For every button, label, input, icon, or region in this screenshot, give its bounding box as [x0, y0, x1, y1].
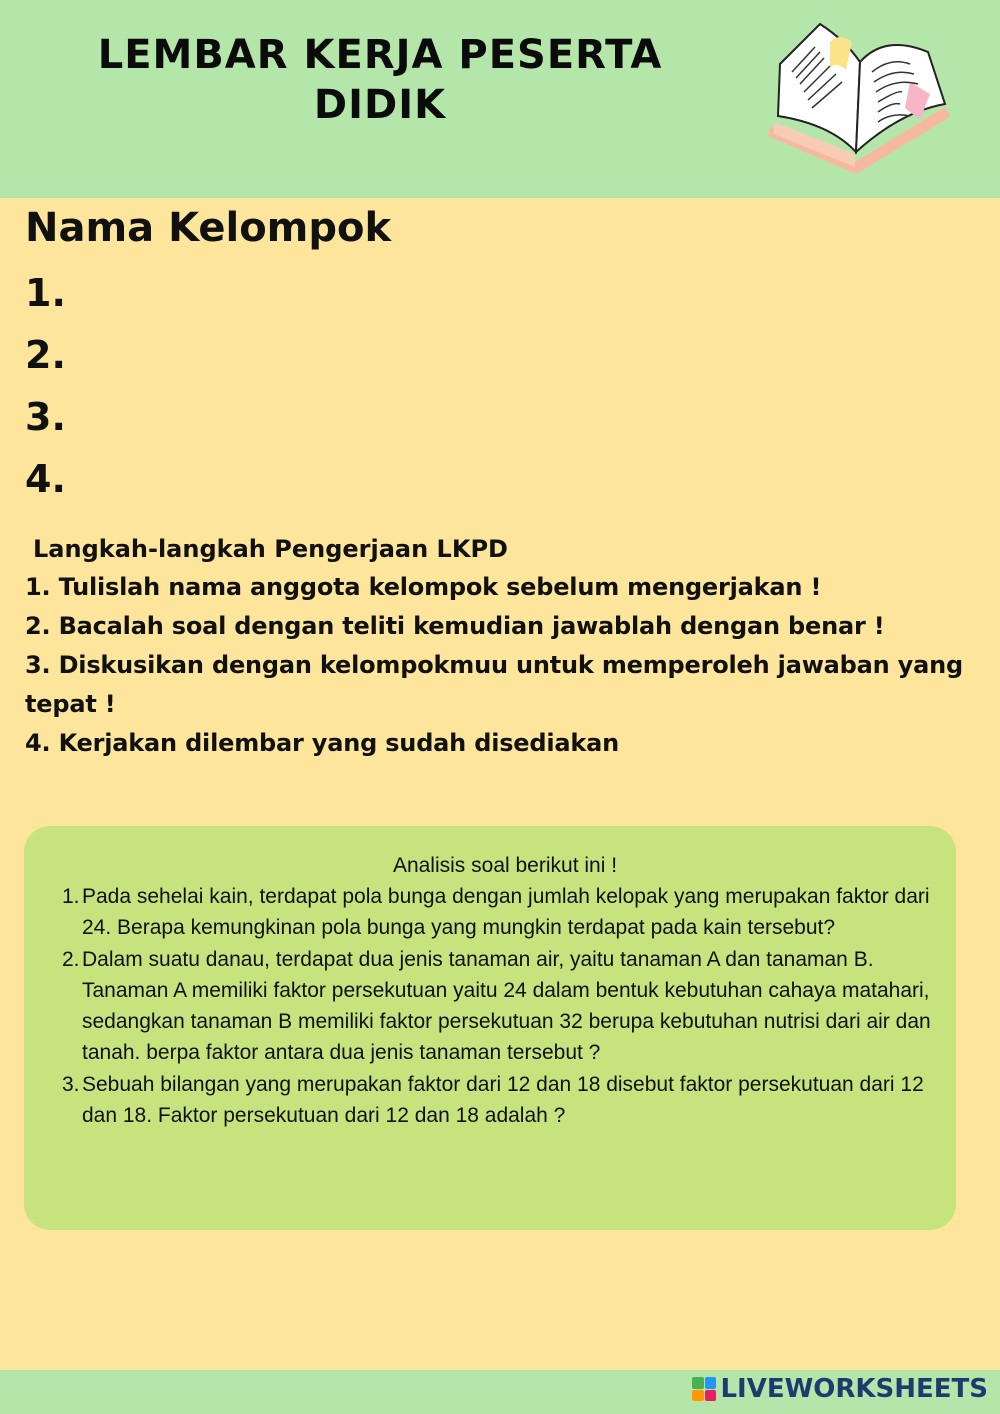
question-number: 2.: [62, 947, 80, 971]
question-item: [62, 944, 936, 1069]
brand-name: LIVEWORKSHEETS: [720, 1374, 988, 1404]
instruction-item: 1. Tulislah nama anggota kelompok sebelum mengerjakan !: [25, 573, 822, 601]
member-list: [25, 262, 66, 510]
instructions-section: [25, 530, 1000, 763]
instruction-item: 4. Kerjakan dilembar yang sudah disediakan: [25, 729, 620, 757]
header-band: [0, 0, 1000, 198]
member-number: 4.: [25, 457, 66, 501]
question-list: [24, 881, 956, 1131]
question-box-title: Analisis soal berikut ini !: [392, 854, 618, 877]
instruction-item: 3. Diskusikan dengan kelompokmuu untuk memperoleh jawaban yang tepat !: [25, 651, 963, 718]
member-number: 2.: [25, 333, 66, 377]
instruction-item: 2. Bacalah soal dengan teliti kemudian jawablah dengan benar !: [25, 612, 885, 640]
footer-band: [0, 1370, 1000, 1414]
instructions-list: [25, 568, 1000, 763]
question-box: [24, 826, 956, 1230]
member-number: 3.: [25, 395, 66, 439]
question-item: [62, 1069, 936, 1132]
question-text: Pada sehelai kain, terdapat pola bunga dengan jumlah kelopak yang merupakan faktor dari 24. Berapa kemungkinan pola bunga yang mungkin terdapat pada kain tersebut?: [82, 885, 930, 940]
liveworksheets-brand[interactable]: [692, 1374, 988, 1404]
group-name-heading: Nama Kelompok: [25, 205, 392, 251]
open-book-icon: [760, 12, 960, 187]
liveworksheets-logo-icon: [692, 1377, 716, 1401]
worksheet-title: LEMBAR KERJA PESERTA DIDIK: [97, 32, 663, 128]
question-item: [62, 881, 936, 944]
question-text: Dalam suatu danau, terdapat dua jenis tanaman air, yaitu tanaman A dan tanaman B. Tanaman A memiliki faktor persekutuan yaitu 24 dalam bentuk kebutuhan cahaya matahari, sedangkan tanaman B memiliki faktor persekutuan 32 berupa kebutuhan nutrisi dari air dan tanah. berpa faktor antara dua jenis tanaman tersebut ?: [82, 947, 931, 1065]
question-number: 1.: [62, 885, 80, 908]
member-number: 1.: [25, 271, 66, 315]
instructions-heading: Langkah-langkah Pengerjaan LKPD: [33, 535, 508, 563]
question-text: Sebuah bilangan yang merupakan faktor dari 12 dan 18 disebut faktor persekutuan dari 12 dan 18. Faktor persekutuan dari 12 dan 18 adalah ?: [82, 1072, 924, 1128]
question-number: 3.: [62, 1072, 80, 1096]
